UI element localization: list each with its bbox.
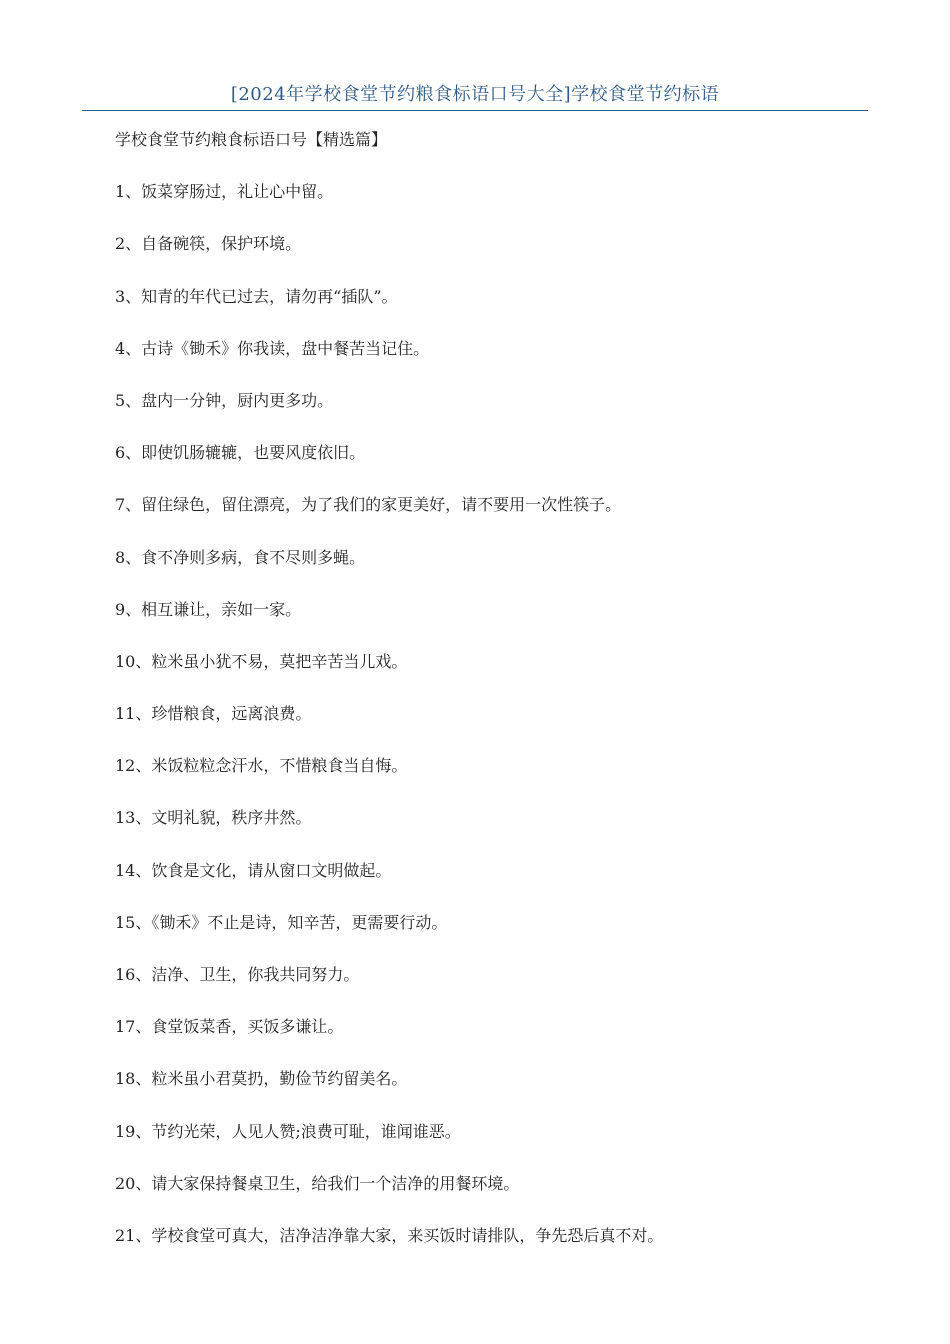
slogan-item: 12、米饭粒粒念汗水，不惜粮食当自悔。 <box>115 756 408 776</box>
slogan-item: 3、知青的年代已过去，请勿再“插队”。 <box>115 286 398 306</box>
slogan-item: 4、古诗《锄禾》你我读，盘中餐苦当记住。 <box>115 338 430 358</box>
slogan-item: 5、盘内一分钟，厨内更多功。 <box>115 390 334 410</box>
slogan-item: 15、《锄禾》不止是诗，知辛苦，更需要行动。 <box>115 912 448 932</box>
slogan-item: 10、粒米虽小犹不易，莫把辛苦当儿戏。 <box>115 651 408 671</box>
slogan-item: 6、即使饥肠辘辘，也要风度依旧。 <box>115 443 366 463</box>
section-title: 学校食堂节约粮食标语口号【精选篇】 <box>115 130 388 149</box>
slogan-item: 21、学校食堂可真大，洁净洁净靠大家，来买饭时请排队，争先恐后真不对。 <box>115 1225 664 1245</box>
slogan-item: 2、自备碗筷，保护环境。 <box>115 234 302 254</box>
page-header <box>82 80 868 111</box>
slogan-item: 17、食堂饭菜香，买饭多谦让。 <box>115 1017 344 1037</box>
slogan-item: 7、留住绿色，留住漂亮，为了我们的家更美好，请不要用一次性筷子。 <box>115 495 622 515</box>
slogan-item: 9、相互谦让，亲如一家。 <box>115 599 302 619</box>
slogan-item: 13、文明礼貌，秩序井然。 <box>115 808 312 828</box>
slogan-list <box>115 178 855 1250</box>
slogan-item: 20、请大家保持餐桌卫生，给我们一个洁净的用餐环境。 <box>115 1173 520 1193</box>
slogan-item: 16、洁净、卫生，你我共同努力。 <box>115 965 360 984</box>
slogan-item: 19、节约光荣，人见人赞;浪费可耻，谁闻谁恶。 <box>115 1121 461 1141</box>
slogan-item: 1、饭菜穿肠过，礼让心中留。 <box>115 182 334 202</box>
document-title: [2024年学校食堂节约粮食标语口号大全]学校食堂节约标语 <box>230 84 720 105</box>
slogan-item: 8、食不净则多病，食不尽则多蝇。 <box>115 547 366 567</box>
slogan-item: 11、珍惜粮食，远离浪费。 <box>115 704 312 724</box>
slogan-item: 14、饮食是文化，请从窗口文明做起。 <box>115 860 392 880</box>
document-body <box>115 126 855 1250</box>
slogan-item: 18、粒米虽小君莫扔，勤俭节约留美名。 <box>115 1069 408 1089</box>
